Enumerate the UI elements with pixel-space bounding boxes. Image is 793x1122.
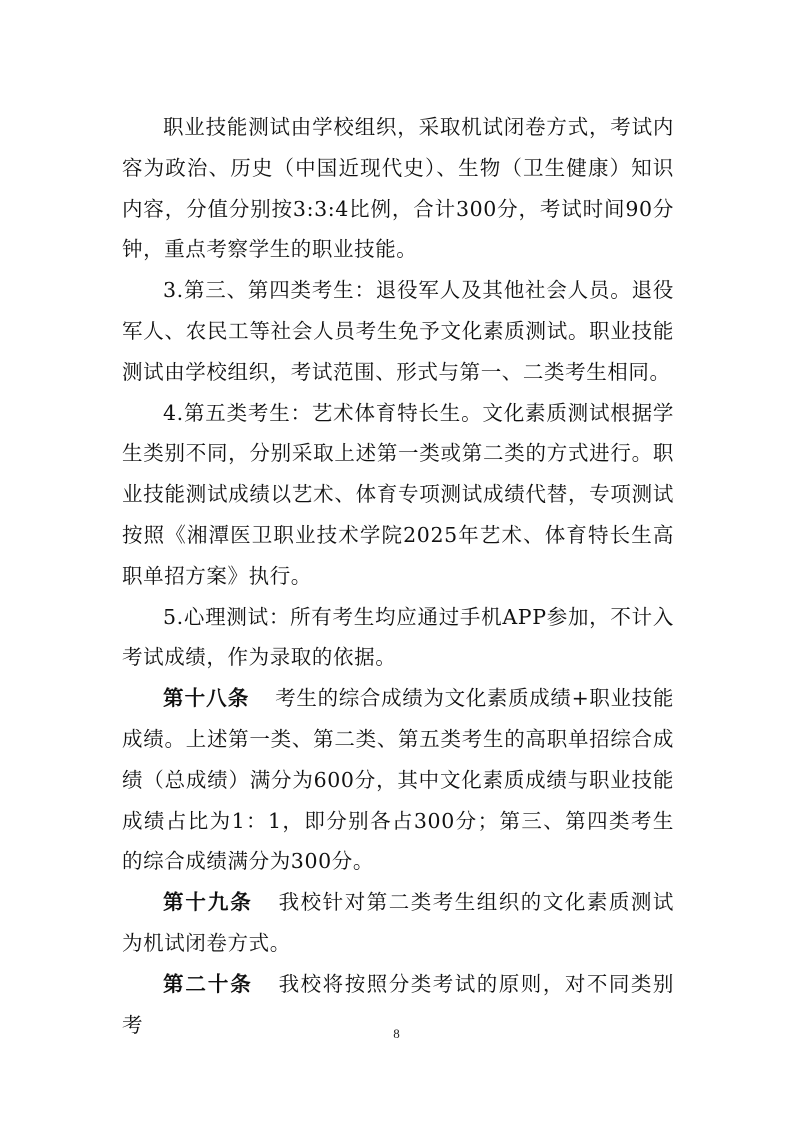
article-text: 我校将按照分类考试的原则，对不同类别考: [122, 971, 674, 1037]
article-text: 我校针对第二类考生组织的文化素质测试为机试闭卷方式。: [122, 890, 674, 955]
paragraph-text: 职业技能测试由学校组织，采取机试闭卷方式，考试内容为政治、历史（中国近现代史）、生物（卫生健康）知识内容，分值分别按3:3:4比例，合计300分，考试时间90分钟，重点考察学生的职业技能。: [122, 115, 674, 262]
body-text: [122, 107, 674, 1045]
paragraph-text: 3.第三、第四类考生：退役军人及其他社会人员。退役军人、农民工等社会人员考生免予文化素质测试。职业技能测试由学校组织，考试范围、形式与第一、二类考生相同。: [122, 278, 674, 384]
page-number: 8: [393, 1026, 400, 1041]
paragraph-text: 5.心理测试：所有考生均应通过手机APP参加，不计入考试成绩，作为录取的依据。: [122, 604, 674, 670]
article-19: [122, 882, 674, 964]
article-title: 第十八条: [163, 686, 250, 711]
paragraph-category-3-4: [122, 270, 674, 392]
paragraph-text: 4.第五类考生：艺术体育特长生。文化素质测试根据学生类别不同，分别采取上述第一类或第二类的方式进行。职业技能测试成绩以艺术、体育专项测试成绩代替，专项测试按照《湘潭医卫职业技术学院2025年艺术、体育特长生高职单招方案》执行。: [122, 400, 674, 588]
article-text: 考生的综合成绩为文化素质成绩+职业技能成绩。上述第一类、第二类、第五类考生的高职单招综合成绩（总成绩）满分为600分，其中文化素质成绩与职业技能成绩占比为1：1，即分别各占300分；第三、第四类考生的综合成绩满分为300分。: [122, 686, 675, 874]
article-18: [122, 678, 674, 882]
paragraph-psych-test: [122, 597, 674, 679]
paragraph-vocational-test: [122, 107, 674, 270]
paragraph-category-5: [122, 393, 674, 597]
article-title: 第十九条: [163, 890, 253, 915]
article-title: 第二十条: [163, 971, 253, 996]
